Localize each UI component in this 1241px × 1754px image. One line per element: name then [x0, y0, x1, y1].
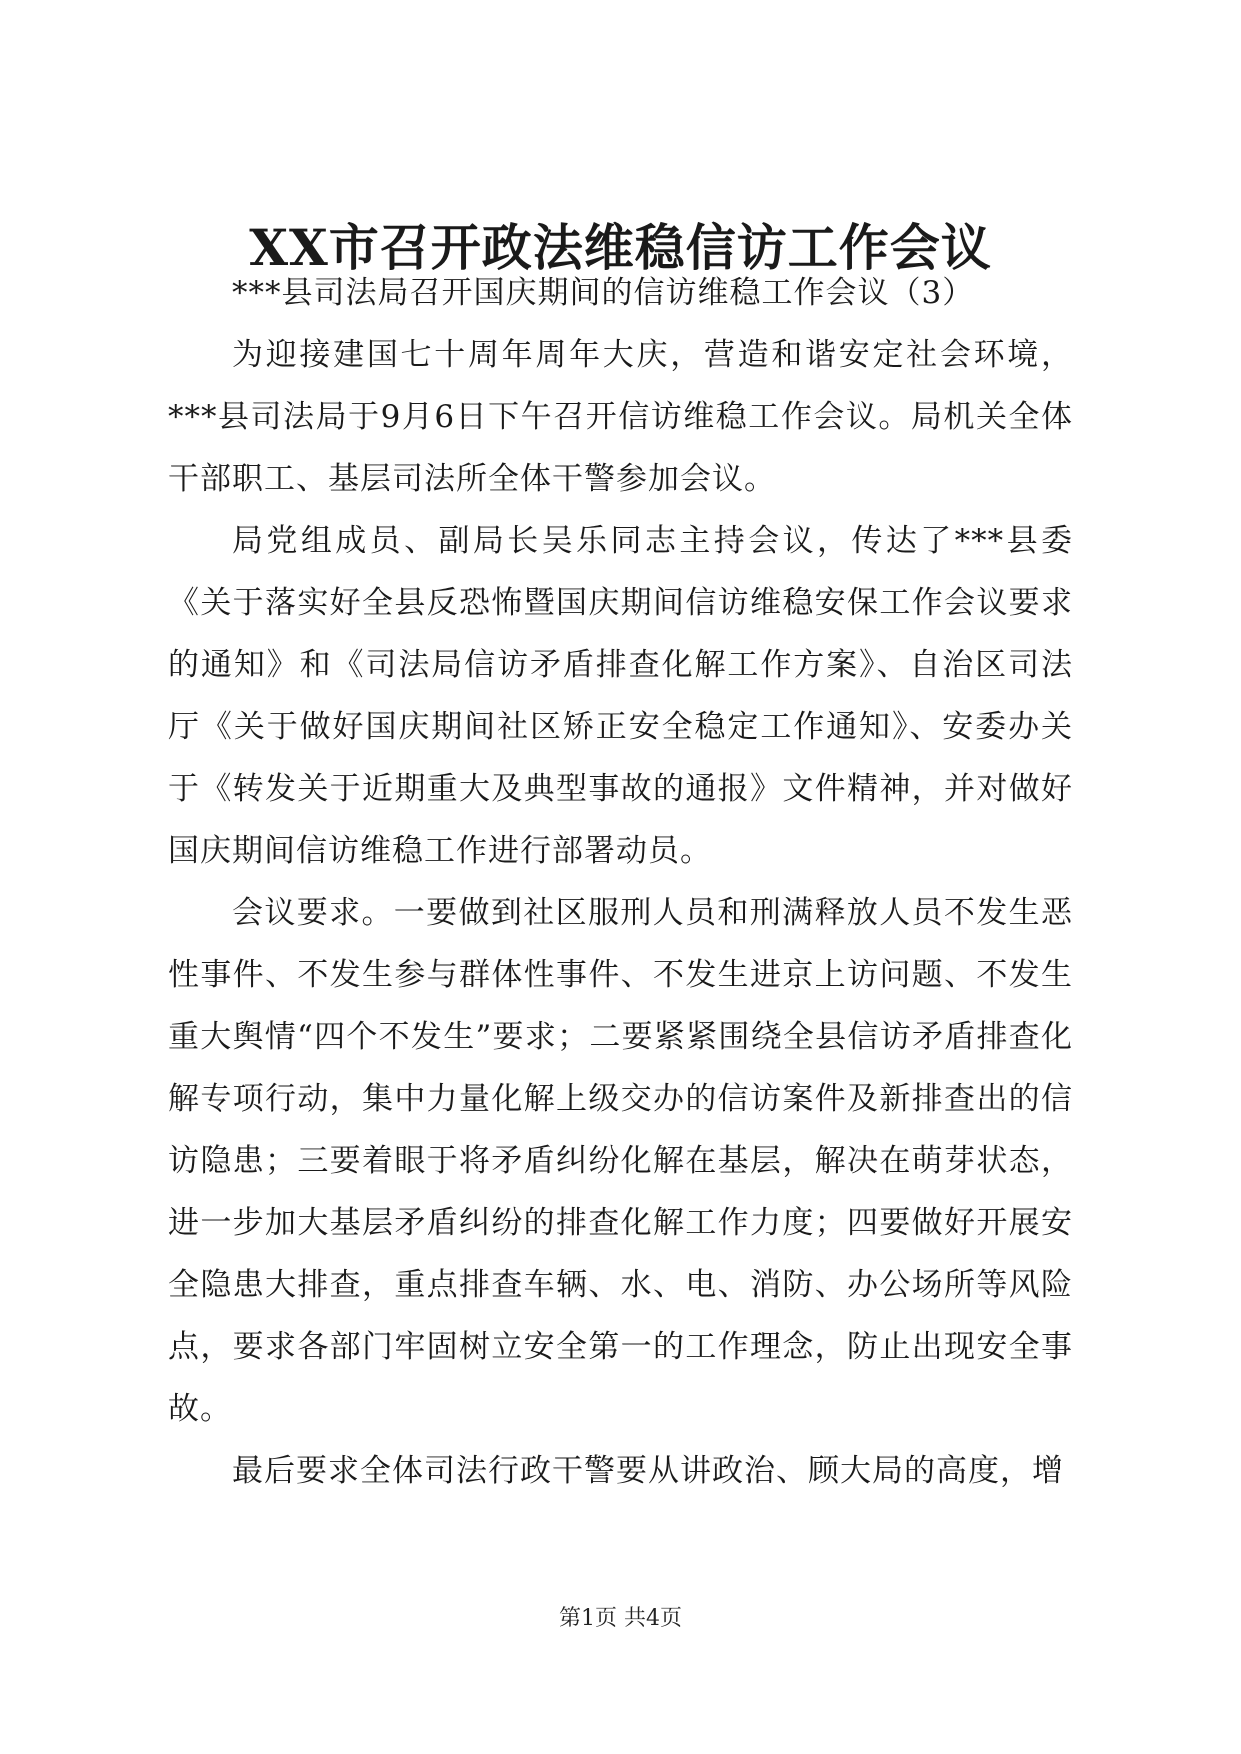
- paragraph: 为迎接建国七十周年周年大庆，营造和谐安定社会环境，***县司法局于9月6日下午召开信访维稳工作会议。局机关全体干部职工、基层司法所全体干警参加会议。: [168, 337, 1073, 497]
- document-body: [168, 262, 1073, 1502]
- paragraph-subtitle: ***县司法局召开国庆期间的信访维稳工作会议（3）: [232, 275, 975, 311]
- paragraph: 局党组成员、副局长吴乐同志主持会议，传达了***县委《关于落实好全县反恐怖暨国庆期间信访维稳安保工作会议要求的通知》和《司法局信访矛盾排查化解工作方案》、自治区司法厅《关于做好国庆期间社区矫正安全稳定工作通知》、安委办关于《转发关于近期重大及典型事故的通报》文件精神，并对做好国庆期间信访维稳工作进行部署动员。: [168, 523, 1073, 869]
- page-footer: 第1页 共4页: [559, 1606, 682, 1631]
- document-title: XX市召开政法维稳信访工作会议: [249, 218, 992, 277]
- paragraph: 会议要求。一要做到社区服刑人员和刑满释放人员不发生恶性事件、不发生参与群体性事件、不发生进京上访问题、不发生重大舆情“四个不发生”要求；二要紧紧围绕全县信访矛盾排查化解专项行动，集中力量化解上级交办的信访案件及新排查出的信访隐患；三要着眼于将矛盾纠纷化解在基层，解决在萌芽状态，进一步加大基层矛盾纠纷的排查化解工作力度；四要做好开展安全隐患大排查，重点排查车辆、水、电、消防、办公场所等风险点，要求各部门牢固树立安全第一的工作理念，防止出现安全事故。: [168, 895, 1073, 1427]
- paragraph: 最后要求全体司法行政干警要从讲政治、顾大局的高度，增: [232, 1453, 1064, 1489]
